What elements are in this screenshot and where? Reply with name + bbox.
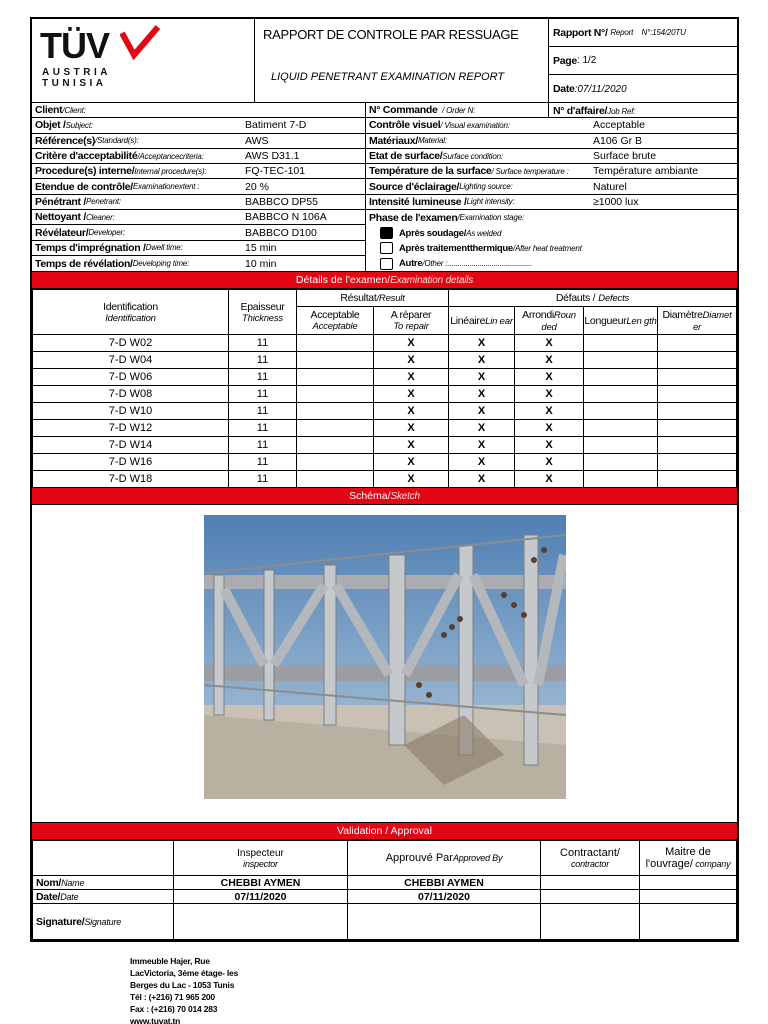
logo-sub-tunisia: TUNISIA xyxy=(42,78,107,89)
cell-lin: X xyxy=(449,369,515,386)
report-subtitle: LIQUID PENETRANT EXAMINATION REPORT xyxy=(271,71,505,83)
cell-rnd: X xyxy=(515,454,584,471)
cell-rep: X xyxy=(374,352,449,369)
cell-rep: X xyxy=(374,420,449,437)
info-left-row xyxy=(32,195,365,210)
company-website[interactable]: www.tuvat.tn xyxy=(130,1016,181,1024)
cell-id: 7-D W08 xyxy=(33,386,229,403)
field-label: Critère d'acceptabilité xyxy=(35,150,138,163)
cell-len xyxy=(584,471,658,488)
cell-lin: X xyxy=(449,420,515,437)
cell-dia xyxy=(658,386,737,403)
cell-acc xyxy=(297,335,374,352)
cell-th: 11 xyxy=(229,335,297,352)
field-value: Surface brute xyxy=(593,150,657,163)
field-value: BABBCO N 106A xyxy=(245,211,327,224)
table-row xyxy=(33,352,737,369)
field-label: Matériaux/ xyxy=(369,134,418,147)
cell-dia xyxy=(658,471,737,488)
field-value: Batiment 7-D xyxy=(245,119,307,132)
cell-len xyxy=(584,454,658,471)
field-label: Objet / xyxy=(35,119,66,132)
page-number: : 1/2 xyxy=(576,55,597,66)
col-rounded: ArrondiRoun ded xyxy=(515,307,584,335)
owner-header: Maitre de l'ouvrage/ company xyxy=(640,841,737,876)
approver-date: 07/11/2020 xyxy=(348,890,541,904)
info-left-row xyxy=(32,210,365,225)
stage-option[interactable]: Autre /Other :.......................................... xyxy=(366,256,737,271)
field-label: Contrôle visuel xyxy=(369,119,441,132)
cell-rnd: X xyxy=(515,352,584,369)
field-label-en: /Standard(s): xyxy=(95,136,139,146)
inspector-signature xyxy=(174,904,348,940)
field-label-en: / Visual examination: xyxy=(440,120,510,130)
report-header xyxy=(32,19,737,103)
info-right-row xyxy=(366,118,737,133)
table-row xyxy=(33,386,737,403)
report-meta xyxy=(549,19,737,102)
cell-id: 7-D W10 xyxy=(33,403,229,420)
field-value: 20 % xyxy=(245,180,269,193)
table-row xyxy=(33,369,737,386)
signature-label: Signature/Signature xyxy=(33,904,174,940)
cell-len xyxy=(584,352,658,369)
field-label-en: Developing time: xyxy=(132,259,190,269)
info-right-row xyxy=(366,164,737,179)
cell-acc xyxy=(297,403,374,420)
sketch-bar: Schéma / Sketch xyxy=(32,488,737,505)
table-row xyxy=(33,403,737,420)
cell-dia xyxy=(658,420,737,437)
report-number: N°:154/20TU xyxy=(641,28,686,37)
field-value: BABBCO D100 xyxy=(245,226,317,239)
details-bar: Détails de l'examen / Examination details xyxy=(32,272,737,289)
cell-id: 7-D W12 xyxy=(33,420,229,437)
date-row: Date :07/11/2020 xyxy=(553,83,627,95)
field-value: AWS xyxy=(245,134,269,147)
table-row xyxy=(33,454,737,471)
field-label: Intensité lumineuse / xyxy=(369,195,467,208)
col-identification: Identification Identification xyxy=(33,290,229,335)
cell-rep: X xyxy=(374,335,449,352)
col-result: Résultat/Result xyxy=(297,290,449,307)
cell-lin: X xyxy=(449,352,515,369)
cell-rnd: X xyxy=(515,437,584,454)
info-right-row xyxy=(366,134,737,149)
field-value: 15 min xyxy=(245,241,277,254)
results-table xyxy=(32,289,737,488)
cell-acc xyxy=(297,352,374,369)
date-label: Date/Date xyxy=(33,890,174,904)
cell-acc xyxy=(297,454,374,471)
col-repair: A réparer To repair xyxy=(374,307,449,335)
field-value: Naturel xyxy=(593,180,627,193)
field-label-en: Subject: xyxy=(65,120,93,130)
field-label: Révélateur/ xyxy=(35,226,89,239)
cell-id: 7-D W02 xyxy=(33,335,229,352)
field-label-en: / Surface temperature : xyxy=(491,166,569,176)
validation-table xyxy=(32,840,737,940)
stage-checkbox[interactable] xyxy=(380,227,393,239)
field-label-en: Developer: xyxy=(88,228,126,238)
cell-id: 7-D W18 xyxy=(33,471,229,488)
cell-dia xyxy=(658,454,737,471)
cell-rnd: X xyxy=(515,420,584,437)
logo-subtitle xyxy=(42,67,111,89)
cell-rnd: X xyxy=(515,386,584,403)
field-value: 10 min xyxy=(245,257,277,270)
report-title: RAPPORT DE CONTROLE PAR RESSUAGE xyxy=(263,27,519,42)
cell-acc xyxy=(297,437,374,454)
table-row xyxy=(33,437,737,454)
info-left-row xyxy=(32,149,365,164)
stage-checkbox[interactable] xyxy=(380,242,393,254)
cell-th: 11 xyxy=(229,420,297,437)
report-date: :07/11/2020 xyxy=(574,83,627,95)
cell-dia xyxy=(658,352,737,369)
inspector-name: CHEBBI AYMEN xyxy=(174,876,348,890)
cell-lin: X xyxy=(449,335,515,352)
cell-id: 7-D W06 xyxy=(33,369,229,386)
cell-dia xyxy=(658,437,737,454)
stage-option[interactable]: Après traitementthermique /After heat treatment xyxy=(366,241,737,256)
cell-rep: X xyxy=(374,437,449,454)
field-label: Procedure(s) interne/ xyxy=(35,165,135,178)
col-defects: Défauts / Defects xyxy=(449,290,737,307)
col-acceptable: Acceptable Acceptable xyxy=(297,307,374,335)
info-left-row xyxy=(32,103,365,118)
info-left xyxy=(32,103,366,271)
info-right-row xyxy=(366,179,737,194)
sketch-area xyxy=(32,505,737,823)
field-label: Temps d'imprégnation / xyxy=(35,241,146,254)
cell-len xyxy=(584,403,658,420)
cell-th: 11 xyxy=(229,369,297,386)
field-value: ≥1000 lux xyxy=(593,195,639,208)
field-label-en: Cleaner: xyxy=(85,212,115,222)
cell-acc xyxy=(297,471,374,488)
field-value: FQ-TEC-101 xyxy=(245,165,306,178)
cell-th: 11 xyxy=(229,454,297,471)
cell-rnd: X xyxy=(515,369,584,386)
cell-rnd: X xyxy=(515,403,584,420)
tuv-logo xyxy=(32,19,255,102)
cell-len xyxy=(584,335,658,352)
cell-len xyxy=(584,420,658,437)
cell-dia xyxy=(658,403,737,420)
report-sheet xyxy=(30,17,739,942)
cell-lin: X xyxy=(449,403,515,420)
cell-len xyxy=(584,369,658,386)
field-label-en: Light intensity: xyxy=(466,197,515,207)
info-left-row xyxy=(32,134,365,149)
stage-checkbox[interactable] xyxy=(380,258,393,270)
cell-id: 7-D W14 xyxy=(33,437,229,454)
field-value: A106 Gr B xyxy=(593,134,643,147)
info-left-row xyxy=(32,118,365,133)
field-label: Référence(s) xyxy=(35,134,96,147)
cell-id: 7-D W04 xyxy=(33,352,229,369)
info-right xyxy=(366,103,737,271)
cell-rnd: X xyxy=(515,471,584,488)
table-row xyxy=(33,420,737,437)
col-diameter: DiamètreDiamet er xyxy=(658,307,737,335)
field-label: Temps de révélation/ xyxy=(35,257,133,270)
cell-lin: X xyxy=(449,454,515,471)
cell-lin: X xyxy=(449,437,515,454)
field-label: Etat de surface/ xyxy=(369,150,443,163)
report-number-row: Rapport N°/ Report N°:154/20TU xyxy=(549,19,737,47)
cell-rep: X xyxy=(374,386,449,403)
info-left-row xyxy=(32,179,365,194)
cell-th: 11 xyxy=(229,352,297,369)
page-row: Page : 1/2 xyxy=(549,47,737,75)
field-label-en: Internal procedure(s): xyxy=(134,166,207,176)
field-label-en: Penetrant: xyxy=(85,197,121,207)
field-label-en: Lighting source: xyxy=(459,182,513,192)
table-row xyxy=(33,335,737,352)
field-label: Client xyxy=(35,104,63,117)
cell-th: 11 xyxy=(229,437,297,454)
field-label: Pénétrant / xyxy=(35,195,86,208)
cell-th: 11 xyxy=(229,403,297,420)
field-label-en: Surface condition: xyxy=(442,151,503,161)
contractor-header: Contractant/ contractor xyxy=(541,841,640,876)
logo-brand: TÜV xyxy=(40,25,109,66)
table-row xyxy=(33,471,737,488)
field-value: AWS D31.1 xyxy=(245,150,300,163)
cell-id: 7-D W16 xyxy=(33,454,229,471)
cell-th: 11 xyxy=(229,471,297,488)
info-left-row xyxy=(32,164,365,179)
info-left-row xyxy=(32,256,365,271)
field-label-en: Dwell time: xyxy=(145,243,183,253)
cell-acc xyxy=(297,369,374,386)
report-title-block xyxy=(255,19,549,102)
logo-sub-austria: AUSTRIA xyxy=(42,67,111,78)
steel-structure-photo xyxy=(204,515,566,799)
inspector-date: 07/11/2020 xyxy=(174,890,348,904)
stage-option[interactable]: Après soudage/ As welded xyxy=(366,225,737,240)
company-address: Immeuble Hajer, Rue LacVictoria, 3ème étage- les Berges du Lac - 1053 Tunis Tél : (+216) 71 965 200 Fax : (+216) 70 014 283 www.tuvat.tn xyxy=(130,955,238,1024)
cell-rep: X xyxy=(374,369,449,386)
logo-check-icon xyxy=(120,25,160,61)
approver-header: Approuvé ParApproved By xyxy=(348,841,541,876)
cell-rep: X xyxy=(374,454,449,471)
field-value: BABBCO DP55 xyxy=(245,195,318,208)
cell-rnd: X xyxy=(515,335,584,352)
inspector-header: Inspecteur inspector xyxy=(174,841,348,876)
cell-dia xyxy=(658,369,737,386)
field-label-en: /Client: xyxy=(62,105,86,115)
cell-rep: X xyxy=(374,403,449,420)
cell-len xyxy=(584,437,658,454)
info-left-row xyxy=(32,225,365,240)
info-grid xyxy=(32,103,737,272)
field-label-en: /Acceptancecriteria: xyxy=(137,151,204,161)
col-length: LongueurLen gth xyxy=(584,307,658,335)
cell-dia xyxy=(658,335,737,352)
info-left-row xyxy=(32,241,365,256)
field-label: Température de la surface xyxy=(369,165,492,178)
field-label-en: Material: xyxy=(417,136,447,146)
col-linear: LinéaireLin ear xyxy=(449,307,515,335)
examination-stage: Phase de l'examen /Examination stage: Après soudage/ As welded Après traitementthermique /After heat treatment Autre /Other :.......................................... xyxy=(366,210,737,271)
col-thickness: Epaisseur Thickness xyxy=(229,290,297,335)
cell-rep: X xyxy=(374,471,449,488)
field-label: Nettoyant / xyxy=(35,211,86,224)
validation-bar: Validation / Approval xyxy=(32,823,737,840)
field-label-en: Examinationextent : xyxy=(132,182,200,192)
name-label: Nom/Name xyxy=(33,876,174,890)
cell-acc xyxy=(297,420,374,437)
approver-signature xyxy=(348,904,541,940)
field-value: Acceptable xyxy=(593,119,645,132)
field-label: Source d'éclairage/ xyxy=(369,180,460,193)
cell-lin: X xyxy=(449,386,515,403)
info-right-row xyxy=(366,195,737,210)
cell-th: 11 xyxy=(229,386,297,403)
approver-name: CHEBBI AYMEN xyxy=(348,876,541,890)
cell-acc xyxy=(297,386,374,403)
field-label: Etendue de contrôle/ xyxy=(35,180,133,193)
cell-len xyxy=(584,386,658,403)
order-row: N° Commande / Order N: N° d'affaire/Job Ref: xyxy=(366,103,737,118)
cell-lin: X xyxy=(449,471,515,488)
field-value: Température ambiante xyxy=(593,165,699,178)
info-right-row xyxy=(366,149,737,164)
